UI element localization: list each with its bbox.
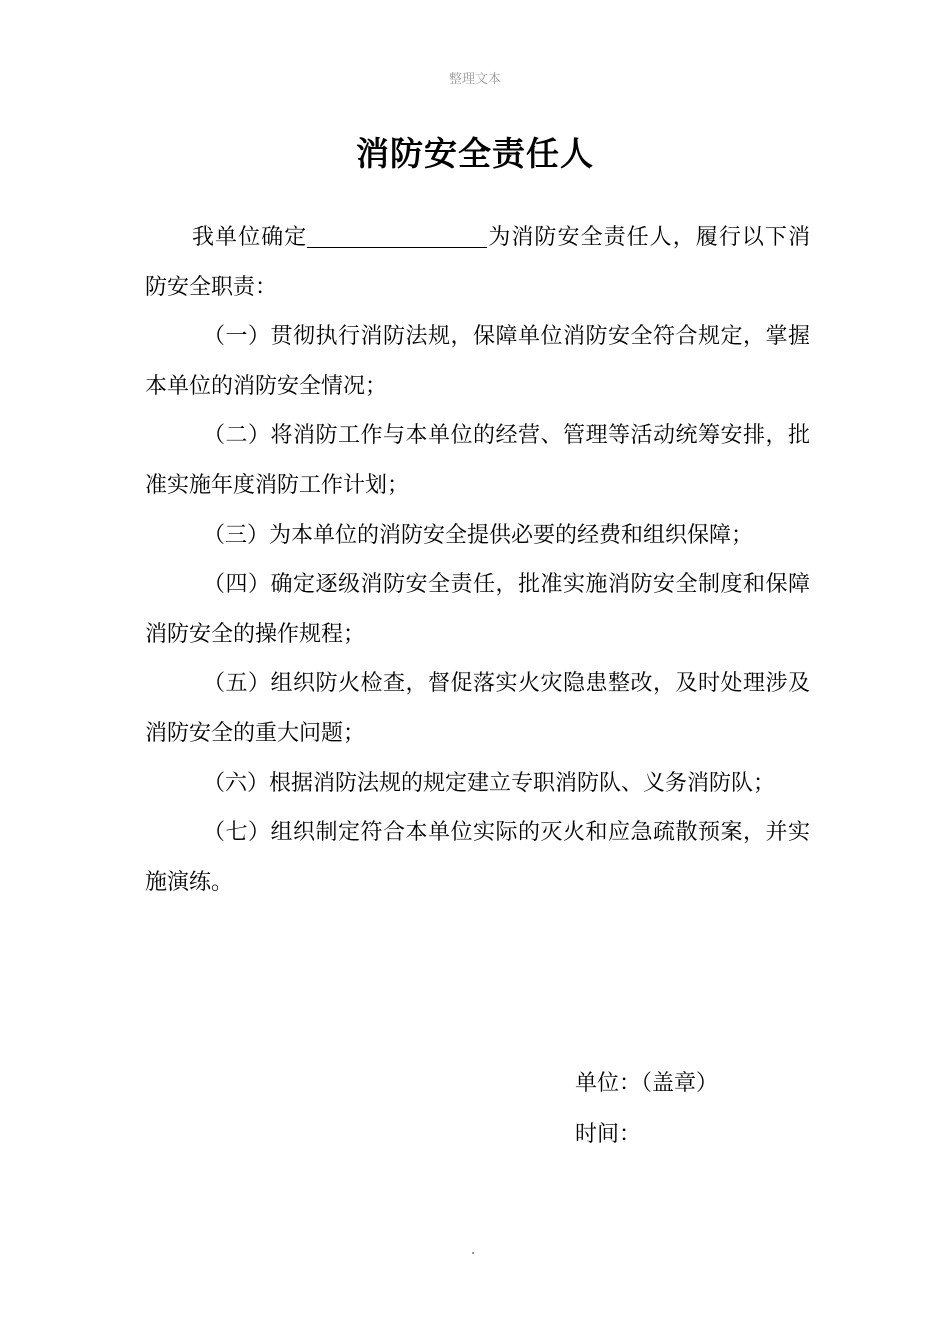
header-note: 整理文本 — [448, 72, 501, 87]
duty-item-5: （五）组织防火检查，督促落实火灾隐患整改，及时处理涉及消防安全的重大问题； — [145, 671, 810, 746]
document-body — [145, 213, 810, 907]
duty-item-7: （七）组织制定符合本单位实际的灭火和应急疏散预案，并实施演练。 — [145, 820, 810, 895]
duty-item-1: （一）贯彻执行消防法规，保障单位消防安全符合规定，掌握本单位的消防安全情况； — [145, 324, 810, 399]
responsible-person-blank[interactable] — [307, 217, 487, 248]
duty-item-6: （六）根据消防法规的规定建立专职消防队、义务消防队； — [203, 770, 776, 796]
duty-item-4: （四）确定逐级消防安全责任，批准实施消防安全制度和保障消防安全的操作规程； — [145, 572, 810, 647]
signature-unit-label: 单位：（盖章） — [575, 1071, 719, 1096]
signature-time-label: 时间： — [575, 1122, 642, 1147]
duty-item-2: （二）将消防工作与本单位的经营、管理等活动统筹安排，批准实施年度消防工作计划； — [145, 423, 810, 498]
intro-before-text: 我单位确定 — [192, 225, 308, 250]
document-title: 消防安全责任人 — [356, 134, 594, 173]
intro-after-text: 为消防安全责任人，履行以下消防安全职责： — [145, 225, 810, 300]
duty-item-3: （三）为本单位的消防安全提供必要的经费和组织保障； — [203, 522, 754, 548]
intro-paragraph — [145, 213, 810, 312]
footer-dot — [472, 1252, 474, 1254]
